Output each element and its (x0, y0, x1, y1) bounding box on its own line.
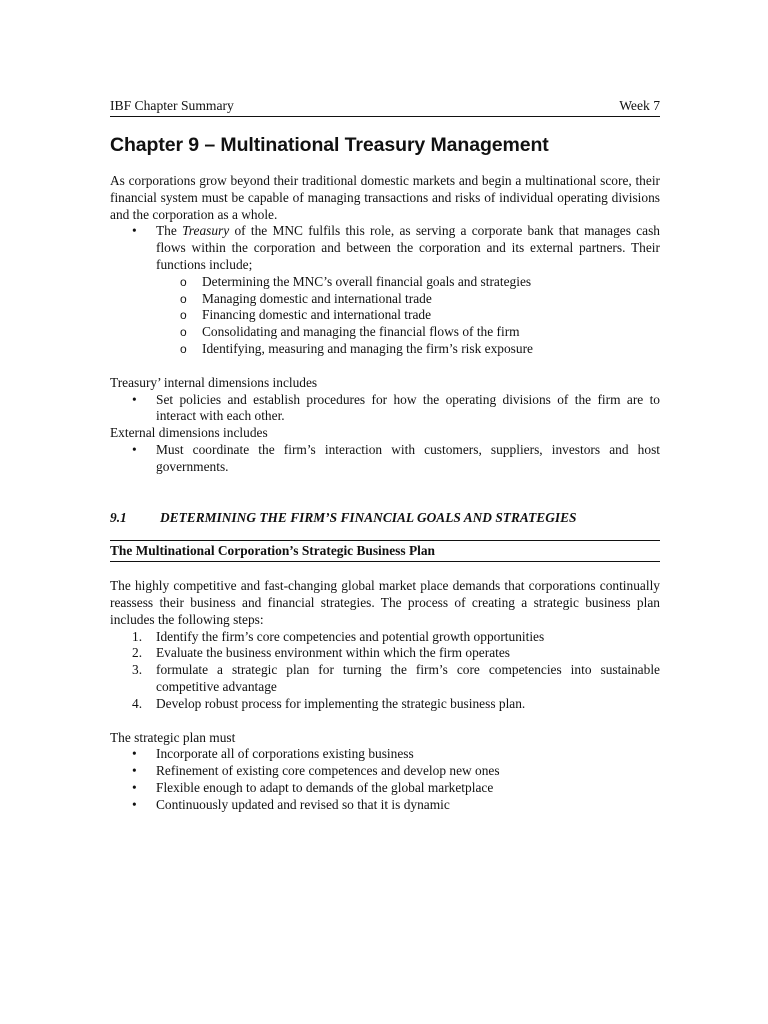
treasury-emphasis: Treasury (182, 223, 230, 239)
chapter-title: Chapter 9 – Multinational Treasury Management (110, 134, 549, 156)
section-heading (110, 510, 660, 527)
must-item-text: Refinement of existing core competences and develop new ones (156, 763, 500, 779)
list-item: 3. formulate a strategic plan for turning the firm’s core competencies into sustainable competitive advantage (132, 662, 660, 694)
list-item (110, 291, 660, 308)
step-text: formulate a strategic plan for turning the firm’s core competencies into sustainable competitive advantage (156, 662, 660, 694)
subsection-heading: The Multinational Corporation’s Strategic Business Plan (110, 540, 660, 562)
strategic-plan-must-label: The strategic plan must (110, 729, 236, 745)
step-text: Identify the firm’s core competencies and potential growth opportunities (156, 628, 545, 644)
intro-paragraph: As corporations grow beyond their traditional domestic markets and begin a multinational score, their financial system must be capable of managing transactions and risks of individual operating divisions and the corporation as a whole. (110, 173, 660, 222)
list-item (110, 274, 660, 291)
must-item-text: Continuously updated and revised so that it is dynamic (156, 796, 450, 812)
subbullet-glyph: o (180, 341, 187, 356)
list-item: 2. Evaluate the business environment within which the firm operates (132, 645, 511, 661)
subbullet-glyph: o (180, 325, 187, 340)
list-item (110, 763, 660, 780)
treasury-list (110, 223, 660, 273)
list-item (110, 324, 660, 341)
list-item (110, 797, 660, 814)
subbullet-glyph: o (180, 308, 187, 323)
bullet-glyph: • (132, 441, 137, 457)
list-item (110, 780, 660, 797)
internal-dimensions-list (110, 392, 660, 426)
treasury-text-pre: The (156, 223, 183, 239)
treasury-text-post: of the MNC fulfils this role, as serving a corporate bank that manages cash flows within the corporation and between the corporation and its external partners. Their functions include; (156, 223, 660, 272)
list-item: 1. Identify the firm’s core competencies and potential growth opportunities (132, 628, 545, 644)
internal-item-text: Set policies and establish procedures for how the operating divisions of the firm are to interact with each other. (156, 391, 660, 424)
header-left: IBF Chapter Summary (110, 98, 234, 113)
must-item-text: Flexible enough to adapt to demands of the global marketplace (156, 779, 494, 795)
step-text: Develop robust process for implementing the strategic business plan. (156, 695, 526, 711)
subbullet-glyph: o (180, 291, 187, 306)
list-item (110, 392, 660, 426)
strategic-plan-must-list (110, 746, 660, 813)
document-page (110, 98, 660, 814)
list-item: 4. Develop robust process for implementing the strategic business plan. (132, 695, 526, 711)
function-text: Financing domestic and international trade (202, 307, 432, 323)
list-item (110, 442, 660, 476)
function-text: Determining the MNC’s overall financial goals and strategies (202, 273, 532, 289)
must-item-text: Incorporate all of corporations existing business (156, 746, 414, 762)
bullet-glyph: • (132, 796, 137, 812)
step-text: Evaluate the business environment within which the firm operates (156, 645, 511, 661)
bullet-glyph: • (132, 763, 137, 779)
list-item (110, 341, 660, 358)
external-item-text: Must coordinate the firm’s interaction with customers, suppliers, investors and host governments. (156, 441, 660, 474)
plan-steps-list (110, 629, 660, 713)
function-text: Consolidating and managing the financial flows of the firm (202, 324, 520, 340)
subbullet-glyph: o (180, 274, 187, 289)
list-item (110, 746, 660, 763)
treasury-bullet (110, 223, 660, 273)
plan-paragraph: The highly competitive and fast-changing global market place demands that corporations continually reassess their business and financial strategies. The process of creating a strategic business plan includes the following steps: (110, 578, 660, 627)
internal-dimensions-label: Treasury’ internal dimensions includes (110, 374, 318, 390)
header-right: Week 7 (619, 98, 660, 113)
bullet-glyph: • (132, 391, 137, 407)
bullet-glyph: • (132, 779, 137, 795)
treasury-functions-list (110, 274, 660, 358)
section-title: DETERMINING THE FIRM’S FINANCIAL GOALS AND STRATEGIES (160, 509, 577, 525)
function-text: Identifying, measuring and managing the firm’s risk exposure (202, 340, 533, 356)
section-number: 9.1 (110, 509, 127, 525)
external-dimensions-list (110, 442, 660, 476)
page-header (110, 98, 660, 117)
bullet-glyph: • (132, 223, 137, 239)
function-text: Managing domestic and international trade (202, 290, 432, 306)
bullet-glyph: • (132, 746, 137, 762)
list-item (110, 307, 660, 324)
external-dimensions-label: External dimensions includes (110, 425, 268, 441)
